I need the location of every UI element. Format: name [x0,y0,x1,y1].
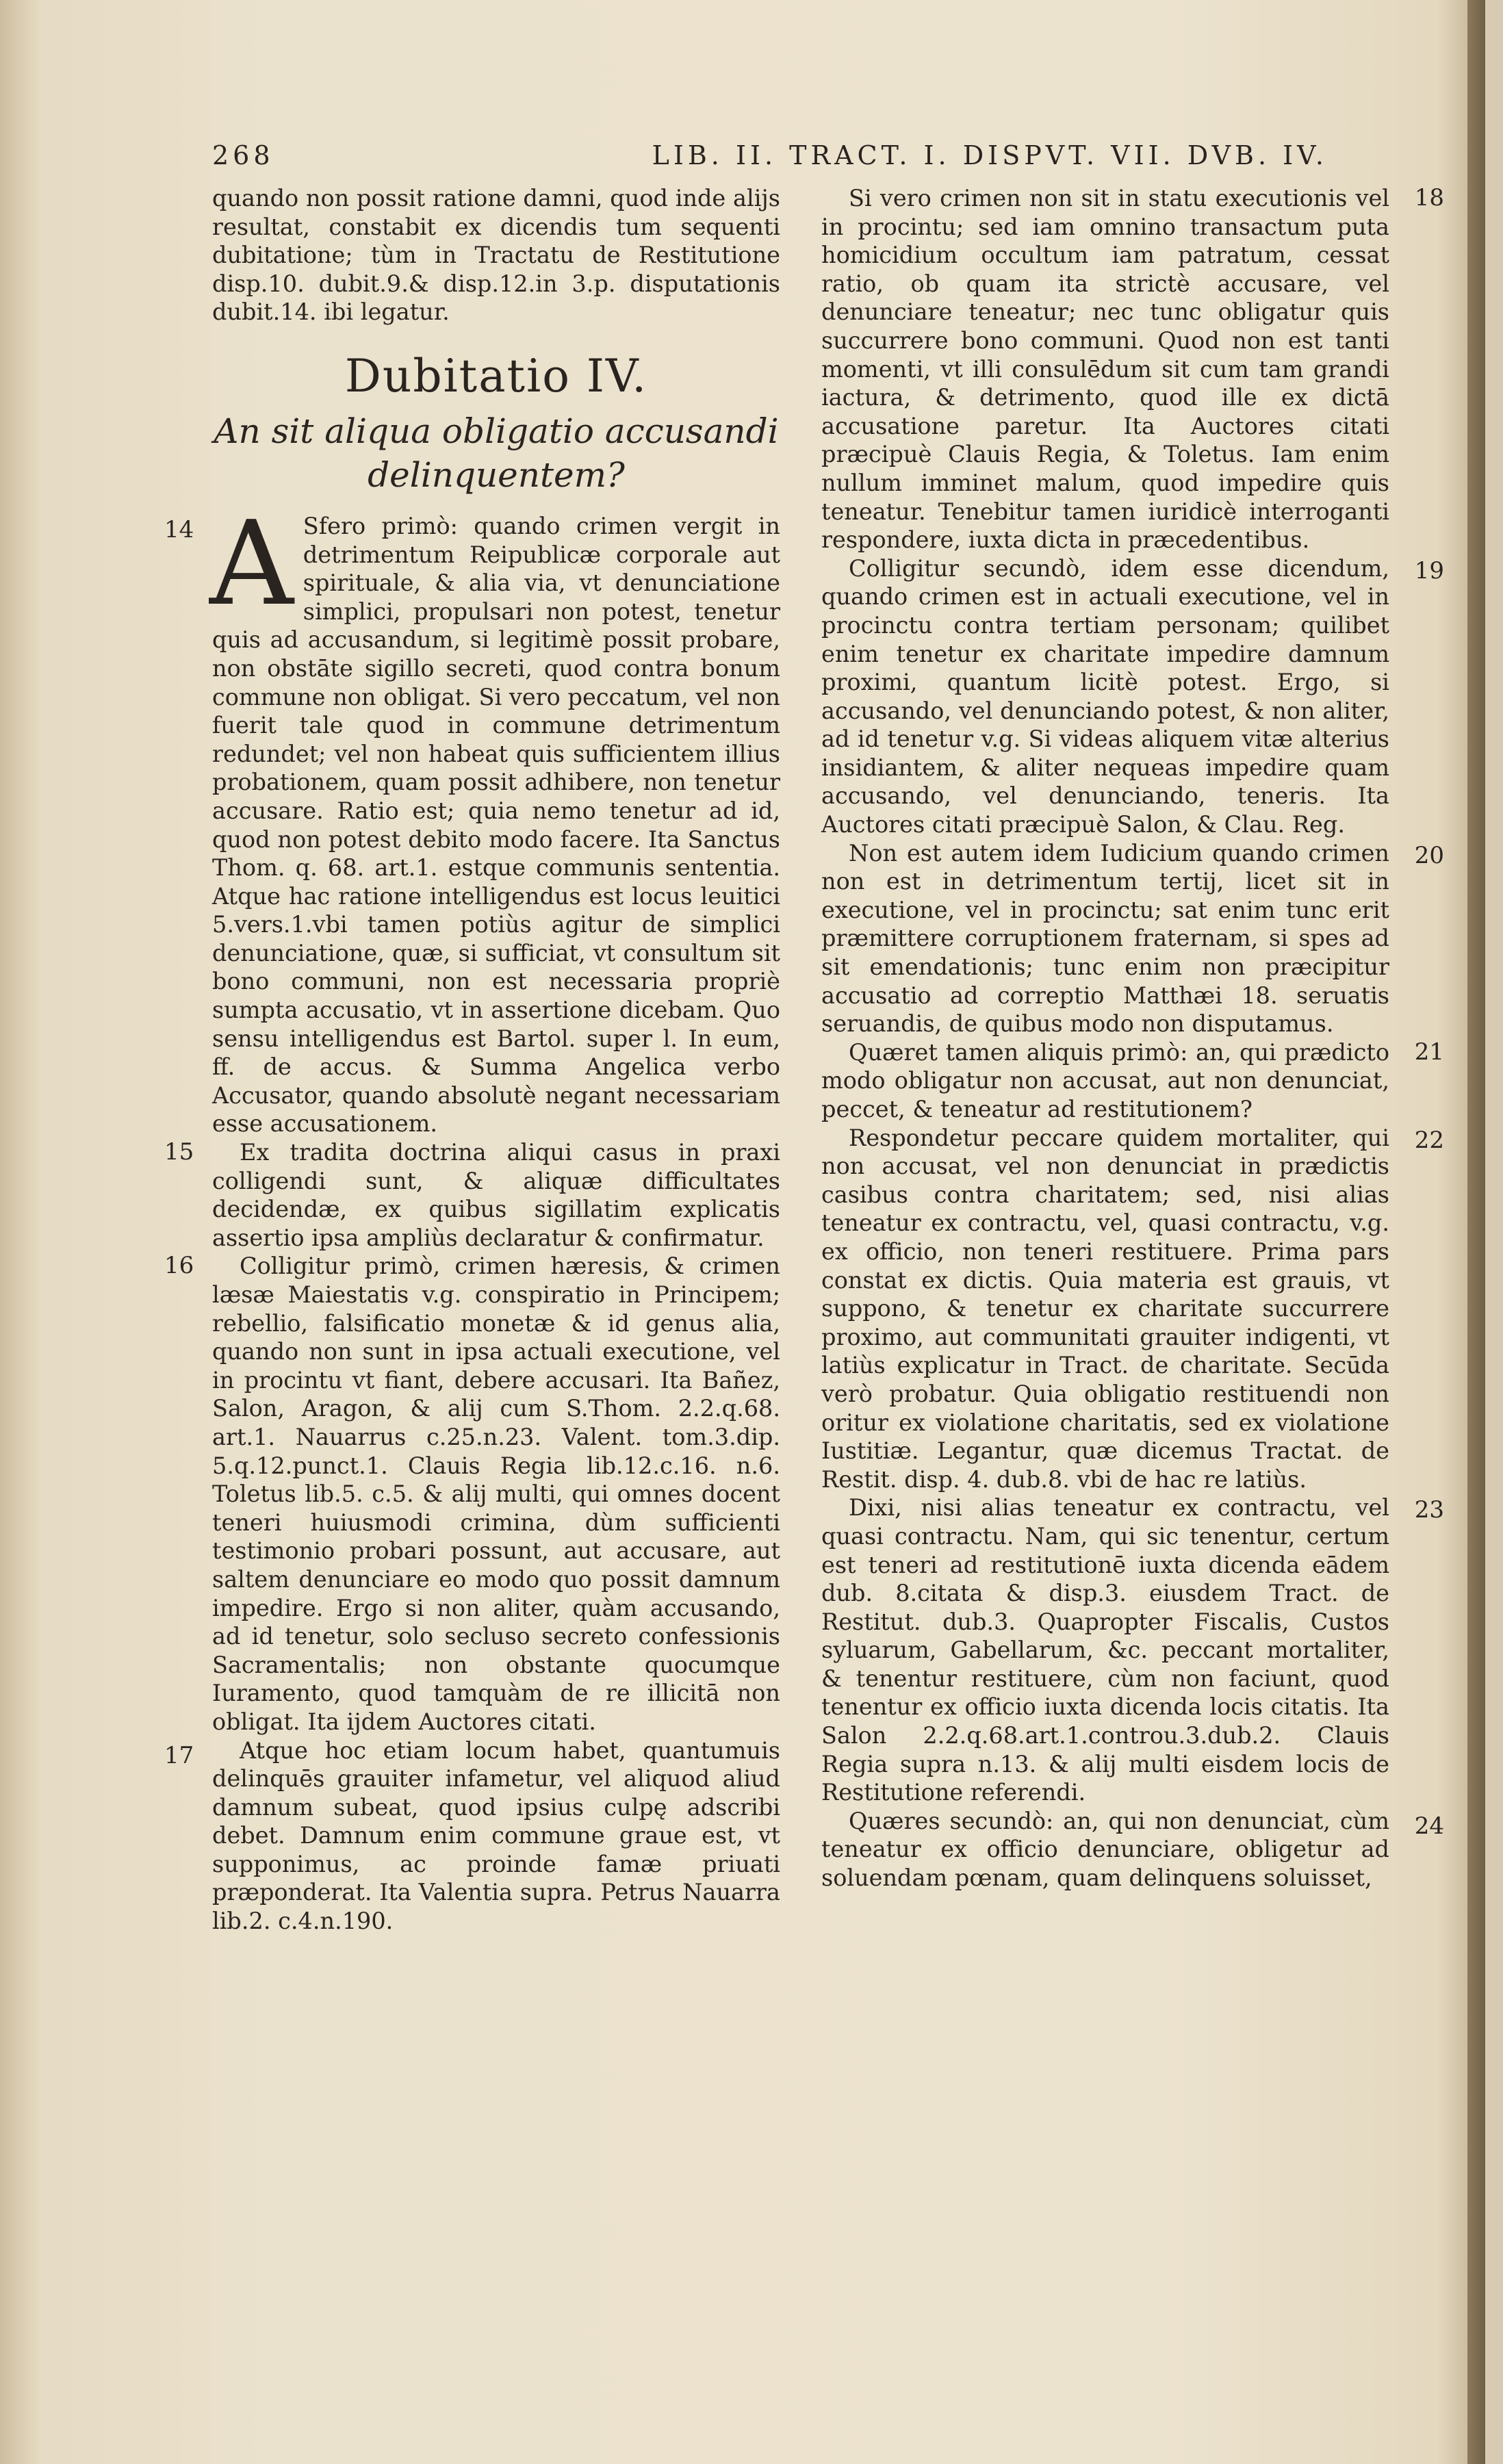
paragraph-21-block [821,1038,1444,1124]
paragraph-20-block [821,839,1444,1038]
paragraph-23: Dixi, nisi alias teneatur ex contractu, vel quasi contractu. Nam, qui sic tenentur, certum est teneri ad restitutionē iuxta dicenda eādem dub. 8.citata & disp.3. eiusdem Tract. de Restitut. dub.3. Quapropter Fiscalis, Custos syluarum, Gabellarum, &c. peccant mortaliter, & tenentur restituere, cùm non faciunt, quod tenentur ex officio iuxta dicenda locis citatis. Ita Salon 2.2.q.68.art.1.controu.3.dub.2. Clauis Regia supra n.13. & alij multi eisdem locis de Restitutione referendi. [821,1494,1389,1806]
page-content [164,140,1444,1936]
paragraph-17-block [164,1736,780,1936]
paragraph-22: Respondetur peccare quidem mortaliter, qui non accusat, vel non denunciat in prædictis casibus contra charitatem; sed, nisi alias teneatur ex contractu, vel, quasi contractu, v.g. ex officio, non teneri restituere. Prima pars constat ex dictis. Quia materia est grauis, vt suppono, & tenetur ex charitate succurrere proximo, aut communitati grauiter indigenti, vt latiùs explicatur in Tract. de charitate. Secūda verò probatur. Quia obligatio restituendi non oritur ex violatione charitatis, sed ex violatione Iustitiæ. Legantur, quæ dicemus Tractat. de Restit. disp. 4. dub.8. vbi de hac re latiùs. [821,1124,1389,1493]
paragraph-22-block [821,1124,1444,1494]
margin-number-14: 14 [164,515,194,543]
paragraph-17: Atque hoc etiam locum habet, quantumuis delinquēs grauiter infametur, vel aliquod aliud damnum subeat, quod ipsius culpę adscribi debet. Damnum enim commune graue est, vt supponimus, ac proinde famæ priuati præponderat. Ita Valentia supra. Petrus Nauarra lib.2. c.4.n.190. [212,1736,780,1935]
paragraph-20: Non est autem idem Iudicium quando crimen non est in detrimentum tertij, licet sit in executione, vel in procinctu; sat enim tunc erit præmittere corruptionem fraternam, si spes ad sit emendationis; tunc enim non præcipitur accusatio ad correptio Matthæi 18. seruatis seruandis, de quibus modo non disputamus. [821,839,1389,1038]
paragraph-14-block [164,496,780,1138]
question-heading: An sit aliqua obligatio accusandi delinquentem? [214,411,779,495]
margin-number-20: 20 [1414,841,1444,869]
paragraph-23-block [821,1493,1444,1807]
margin-number-19: 19 [1414,556,1444,585]
page-number: 268 [212,140,274,170]
margin-number-22: 22 [1414,1126,1444,1154]
paragraph-14 [209,496,780,1138]
margin-number-21: 21 [1414,1038,1444,1066]
margin-number-15: 15 [164,1138,194,1166]
left-top-paragraph: quando non possit ratione damni, quod inde alijs resultat, constabit ex dicendis tum sequenti dubitatione; tùm in Tractatu de Restitutione disp.10. dubit.9.& disp.12.in 3.p. disputationis dubit.14. ibi legatur. [212,185,780,326]
paragraph-24-block [821,1807,1444,1892]
dubitatio-heading: Dubitatio IV. [344,349,648,402]
text-columns [164,184,1444,1936]
paragraph-19: Colligitur secundò, idem esse dicendum, quando crimen est in actuali executione, vel in procinctu contra tertiam personam; quilibet enim tenetur ex charitate impedire damnum proximi, quantum licitè potest. Ergo, si accusando, vel denunciando potest, & non aliter, ad id tenetur v.g. Si videas aliquem vitæ alterius insidiantem, & aliter nequeas impedire quam accusando, vel denunciando, teneris. Ita Auctores citati præcipuè Salon, & Clau. Reg. [821,554,1389,838]
paragraph-16-block [164,1252,780,1736]
margin-number-24: 24 [1414,1812,1444,1840]
paragraph-19-block [821,554,1444,839]
paragraph-16: Colligitur primò, crimen hæresis, & crimen læsæ Maiestatis v.g. conspiratio in Principem; rebellio, falsificatio monetæ & id genus alia, quando non sunt in ipsa actuali executione, vel in procintu vt fiant, debere accusari. Ita Bañez, Salon, Aragon, & alij cum S.Thom. 2.2.q.68. art.1. Nauarrus c.25.n.23. Valent. tom.3.dip. 5.q.12.punct.1. Clauis Regia lib.12.c.16. n.6. Toletus lib.5. c.5. & alij multi, qui omnes docent teneri huiusmodi crimina, dùm sufficienti testimonio probari possunt, aut accusare, aut saltem denunciare eo modo quo possit damnum impedire. Ergo si non aliter, quàm accusando, ad id tenetur, solo secluso secreto confessionis Sacramentalis; non obstante quocumque Iuramento, quod tamquàm de re illicitā non obligat. Ita ijdem Auctores citati. [212,1253,780,1735]
page-edge [1467,0,1485,2464]
paragraph-18: Si vero crimen non sit in statu executionis vel in procintu; sed iam omnino transactum puta homicidium occultum iam patratum, cessat ratio, ob quam ita strictè accusare, vel denunciare teneatur; nec tunc obligatur quis succurrere bono communi. Quod non est tanti momenti, vt illi consulēdum sit cum tam grandi iactura, & detrimento, quod ille ex dictā accusatione paretur. Ita Auctores citati præcipuè Clauis Regia, & Toletus. Iam enim nullum imminet malum, quod impedire quis teneatur. Tenebitur tamen iuridicè interroganti respondere, iuxta dicta in præcedentibus. [821,185,1389,554]
paragraph-24: Quæres secundò: an, qui non denunciat, cùm teneatur ex officio denunciare, obligetur ad soluendam pœnam, quam delinquens soluisset, [821,1807,1389,1892]
running-head [212,140,1389,181]
margin-number-16: 16 [164,1252,194,1280]
paragraph-15: Ex tradita doctrina aliqui casus in praxi colligendi sunt, & aliquæ difficultates decidendæ, ex quibus sigillatim explicatis assertio ipsa ampliùs declaratur & confirmatur. [212,1139,780,1251]
margin-number-17: 17 [164,1741,194,1769]
paragraph-14-text: Sfero primò: quando crimen vergit in detrimentum Reipublicæ corporale aut spirituale, & alia via, vt denunciatione simplici, propulsari non potest, tenetur quis ad accusandum, si legitimè possit probare, non obstāte sigillo secreti, quod contra bonum commune non obligat. Si vero peccatum, vel non fuerit tale quod in commune detrimentum redundet; vel non habeat quis sufficientem illius probationem, quam possit adhibere, non tenetur accusare. Ratio est; quia nemo tenetur ad id, quod non potest debito modo facere. Ita Sanctus Thom. q. 68. art.1. estque communis sententia. Atque hac ratione intelligendus est locus leuitici 5.vers.1.vbi tamen potiùs agitur de simplici denunciatione, quæ, si sufficiat, vt consultum sit bono communi, non est necessaria propriè sumpta accusatio, vt in assertione dicebam. Quo sensu intelligendus est Bartol. super l. In eum, ff. de accus. & Summa Angelica verbo Accusator, quando absolutè negant necessariam esse accusationem. [212,512,780,1138]
drop-cap: A [209,496,294,632]
margin-number-23: 23 [1414,1496,1444,1524]
margin-number-18: 18 [1414,184,1444,211]
paragraph-21: Quæret tamen aliquis primò: an, qui prædicto modo obligatur non accusat, aut non denunciat, peccet, & teneatur ad restitutionem? [821,1038,1389,1122]
paragraph-15-block [164,1138,780,1252]
paragraph-18-block [821,184,1444,554]
running-title: LIB. II. TRACT. I. DISPVT. VII. DVB. IV. [652,140,1328,170]
right-column [821,184,1444,1936]
left-column [164,184,780,1936]
